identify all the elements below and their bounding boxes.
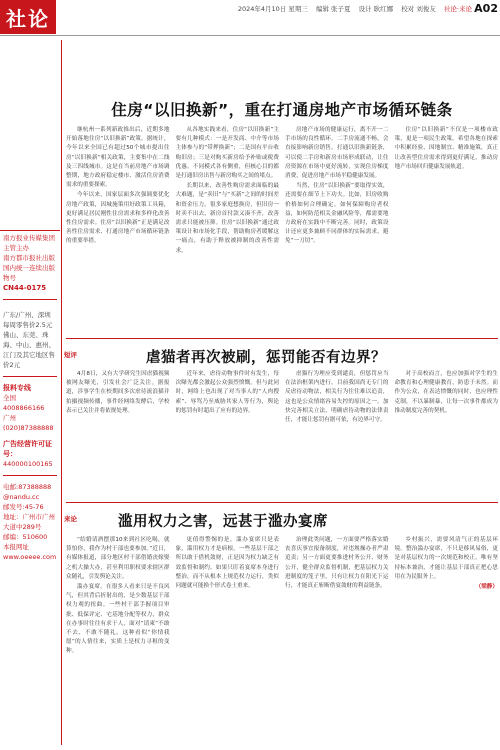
sidebar-divider bbox=[3, 299, 57, 300]
text-column bbox=[285, 370, 389, 498]
lead-editorial bbox=[66, 98, 498, 338]
paragraph: 今年以来，国家层面多次强调要优化房地产政策，因城施策用好政策工具箱，更好满足居民刚性住房需求和多样化改善性住房需求。住房“以旧换新”正是满足改善性住房需求、打通房地产市场循环链条的重要举措。 bbox=[66, 192, 170, 245]
ad-license-title: 广告经营许可证号： bbox=[3, 440, 52, 458]
paragraph: 当然，住房“以旧换新”要取得实效，还需要在细节上下功夫。比如，旧房收购价格如何合理确定，如何保障购房者权益，如何防范相关金融风险等，都需要地方政府在实践中不断完善。同时，政策设计还应更多兼顾不同群体的实际需求，避免“一刀切”。 bbox=[285, 183, 389, 245]
section-tag: 社论 bbox=[0, 0, 56, 34]
price-line: 广东/广州、深圳每周零售价2.5元 bbox=[3, 311, 53, 329]
paragraph: 更值得警惕的是，滥办宴席只是表象，滥用权力才是病根。一些基层干部之所以敢于借机敛财，正是因为权力缺乏有效监督和制约。如果只盯着宴席本身进行整治，而不从根本上规范权力运行，类似问题就可能换个形式卷土重来。 bbox=[175, 537, 279, 590]
paragraph: 滥办宴席，在很多人看来只是不良风气，但其背后折射出的，是少数基层干部权力观的扭曲。一些村干部手握项目审批、低保评定、宅基地分配等权力，群众在办事时往往有求于人，面对“请柬”不敢不去、不敢不随礼。这种看似“你情我愿”的人情往来，实质上是权力寻租的变种。 bbox=[66, 584, 170, 655]
lead-headline: 住房“以旧换新”，重在打通房地产市场循环链条 bbox=[111, 101, 453, 119]
opinion-headline: 滥用权力之害，远甚于滥办宴席 bbox=[118, 514, 328, 530]
contact-line: 邮编：510600 bbox=[3, 533, 48, 541]
paragraph: 虐猫行为理应受到谴责，但惩罚应当在法治框架内进行。目前我国尚无专门的反虐待动物法，相关行为往往难以追责，这也是公众情绪容易失控的原因之一。加快完善相关立法，明确虐待动物的法律责任，才能让惩罚有据可依，有边界可守。 bbox=[285, 371, 389, 424]
author-byline: （梁静） bbox=[475, 584, 498, 591]
paragraph: 继杭州一系列新政推出后，近期多地开始落地住房“以旧换新”政策。据统计，今年以来全国已有超过50个城市提出住房“以旧换新”相关政策，主要集中在二线及三四线城市。这是在当前房地产市场调整期，地方政府稳定楼市、激活住房消费需求的重要探索。 bbox=[66, 127, 170, 189]
paragraph: 房地产市场的健康运行，离不开一二手市场的良性循环。二手房流通不畅，会直接影响新房销售。打通以旧换新链条，可以使二手房和新房市场形成联动，让住房资源在市场中更好流转，实现住房梯度消费，促进房地产市场平稳健康发展。 bbox=[285, 127, 389, 180]
text-column bbox=[176, 536, 280, 750]
hotline-line: 广州(020)87388888 bbox=[3, 414, 54, 432]
sidebar-vertical-rule bbox=[61, 40, 62, 745]
paragraph: 4月8日，又有大学研究生因虐猫视频被网友曝光，引发社会广泛关注。据报道，涉事学生在校期间多次虐待流浪猫并拍摄视频传播，事件经网络发酵后，学校表示已关注并将依规处理。 bbox=[66, 371, 170, 414]
text-column bbox=[176, 370, 280, 498]
sidebar-divider bbox=[3, 376, 57, 377]
paragraph: 住房“以旧换新”不仅是一项楼市政策，更是一项民生政策。希望各地在探索中积累经验，因地制宜、精准施策，真正让改善型住房需求得到更好满足，推动房地产市场回归健康发展轨道。 bbox=[394, 127, 498, 170]
paragraph: 近年来，虐待动物事件时有发生，每次曝光都会激起公众强烈愤慨。但与此同时，网络上也出现了对当事人的“人肉搜索”、辱骂乃至威胁其家人等行为，舆论的惩罚有时超出了应有的边界。 bbox=[175, 371, 279, 414]
left-sidebar bbox=[0, 40, 60, 750]
text-column bbox=[395, 126, 499, 341]
proof-credit: 校对 刘俊友 bbox=[401, 5, 436, 13]
short-commentary bbox=[66, 342, 498, 500]
publisher-info bbox=[0, 230, 60, 293]
masthead-info bbox=[232, 4, 472, 13]
page-number: A02 bbox=[474, 2, 498, 15]
text-column bbox=[285, 536, 389, 750]
hotline-info bbox=[0, 383, 60, 433]
ad-license-number: 440000100165 bbox=[3, 460, 53, 468]
commentary-headline: 虐猫者再次被刷，惩罚能否有边界？ bbox=[146, 350, 386, 366]
brand-line: 南方都市报社出版 bbox=[3, 254, 55, 262]
lead-body bbox=[66, 126, 498, 341]
text-column bbox=[66, 126, 170, 341]
sidebar-divider bbox=[3, 475, 57, 476]
text-column bbox=[66, 370, 170, 498]
hotline-line: 全国4008866166 bbox=[3, 394, 45, 412]
lead-headline-wrap bbox=[66, 98, 498, 120]
brand-line: 国内统一连续出版物号 bbox=[3, 264, 55, 282]
price-info bbox=[0, 310, 60, 370]
issue-date: 2024年4月10日 星期三 bbox=[237, 5, 308, 13]
editor-credit: 编辑 张子夏 bbox=[315, 5, 351, 13]
contact-line: 邮发号:45-76 bbox=[3, 503, 44, 511]
serial-number: CN44-0175 bbox=[3, 284, 47, 292]
paragraph: “结婚请酒摆那10来到社区吃喝，就算怕你，我作为村干部也要参加。”近日，有媒体报道，部分地区村干部借婚丧嫁娶之机大操大办，甚至利用职权要求辖区群众随礼，引发舆论关注。 bbox=[66, 537, 170, 580]
hotline-title: 报料专线 bbox=[3, 384, 31, 392]
contact-line: 电邮:87388888 bbox=[3, 483, 52, 491]
masthead bbox=[0, 0, 500, 36]
ad-license-info bbox=[0, 439, 60, 469]
paragraph: 治理此类问题，一方面要严格落实婚丧喜庆事宜报备制度，对违规操办者严肃追责；另一方面更要推进村务公开、财务公开，健全群众监督机制，把基层权力关进制度的笼子里。只有让权力在阳光下运行，才能真正斩断借宴敛财的利益链条。 bbox=[285, 537, 389, 590]
contact-line: 本报网址 bbox=[3, 543, 29, 551]
paragraph: 长期以来，改善性购房需求面临的最大难题，是“卖旧”与“买新”之间的时间差和资金压力。很多家庭想换房，但旧房一时卖不出去，新房首付款又凑不齐，改善需求只能被压抑。住房“以旧换新”通过政策设计和市场化手段，帮助购房者缓解这一痛点，有助于释放被抑制的改善性需求。 bbox=[175, 183, 279, 254]
section-rule bbox=[66, 502, 498, 503]
text-column bbox=[176, 126, 280, 341]
paragraph: 乡村振兴，需要风清气正的基层环境。整治滥办宴席，不只是移风易俗，更是对基层权力的一次规范和校正。唯有坚持标本兼治，才能让基层干部真正把心思用在为民服务上。 bbox=[394, 537, 498, 580]
website-link[interactable]: www.oeeee.com bbox=[3, 553, 57, 561]
section-rule bbox=[66, 338, 498, 339]
guest-opinion bbox=[66, 506, 498, 750]
text-column bbox=[395, 370, 499, 498]
text-column bbox=[285, 126, 389, 341]
text-column bbox=[395, 536, 499, 750]
section-label: 社论·来论 bbox=[443, 5, 472, 13]
opinion-tag: 来论 bbox=[64, 515, 77, 523]
design-credit: 设计 耿红娜 bbox=[358, 5, 394, 13]
paragraph: 对于高校而言，也应加强对学生的生命教育和心理健康教育，防患于未然。而作为公众，在表达愤慨的同时，也应理性克制，不以暴制暴，让每一次事件都成为推动制度完善的契机。 bbox=[394, 371, 498, 414]
contact-info bbox=[0, 482, 60, 562]
paragraph: 从各地实践来看，住房“以旧换新”主要有几种模式：一是开发商、中介等市场主体参与的“带押换新”；二是国有平台收购旧房；三是对购买新房给予补贴或税费优惠。不同模式各有侧重，但核心目的都是打通旧房出售与新房购买之间的堵点。 bbox=[175, 127, 279, 180]
brand-line: 南方报业传媒集团 bbox=[3, 234, 55, 242]
brand-line: 主管主办 bbox=[3, 244, 29, 252]
opinion-body bbox=[66, 536, 498, 750]
text-column bbox=[66, 536, 170, 750]
commentary-tag: 短评 bbox=[64, 351, 77, 359]
price-line: 佛山、东莞、珠海、中山、惠州、江门及其它地区售价2元 bbox=[3, 331, 55, 369]
contact-line: @nandu.cc bbox=[3, 493, 40, 501]
contact-line: 地址：广州市广州大道中289号 bbox=[3, 513, 55, 531]
commentary-body bbox=[66, 370, 498, 498]
